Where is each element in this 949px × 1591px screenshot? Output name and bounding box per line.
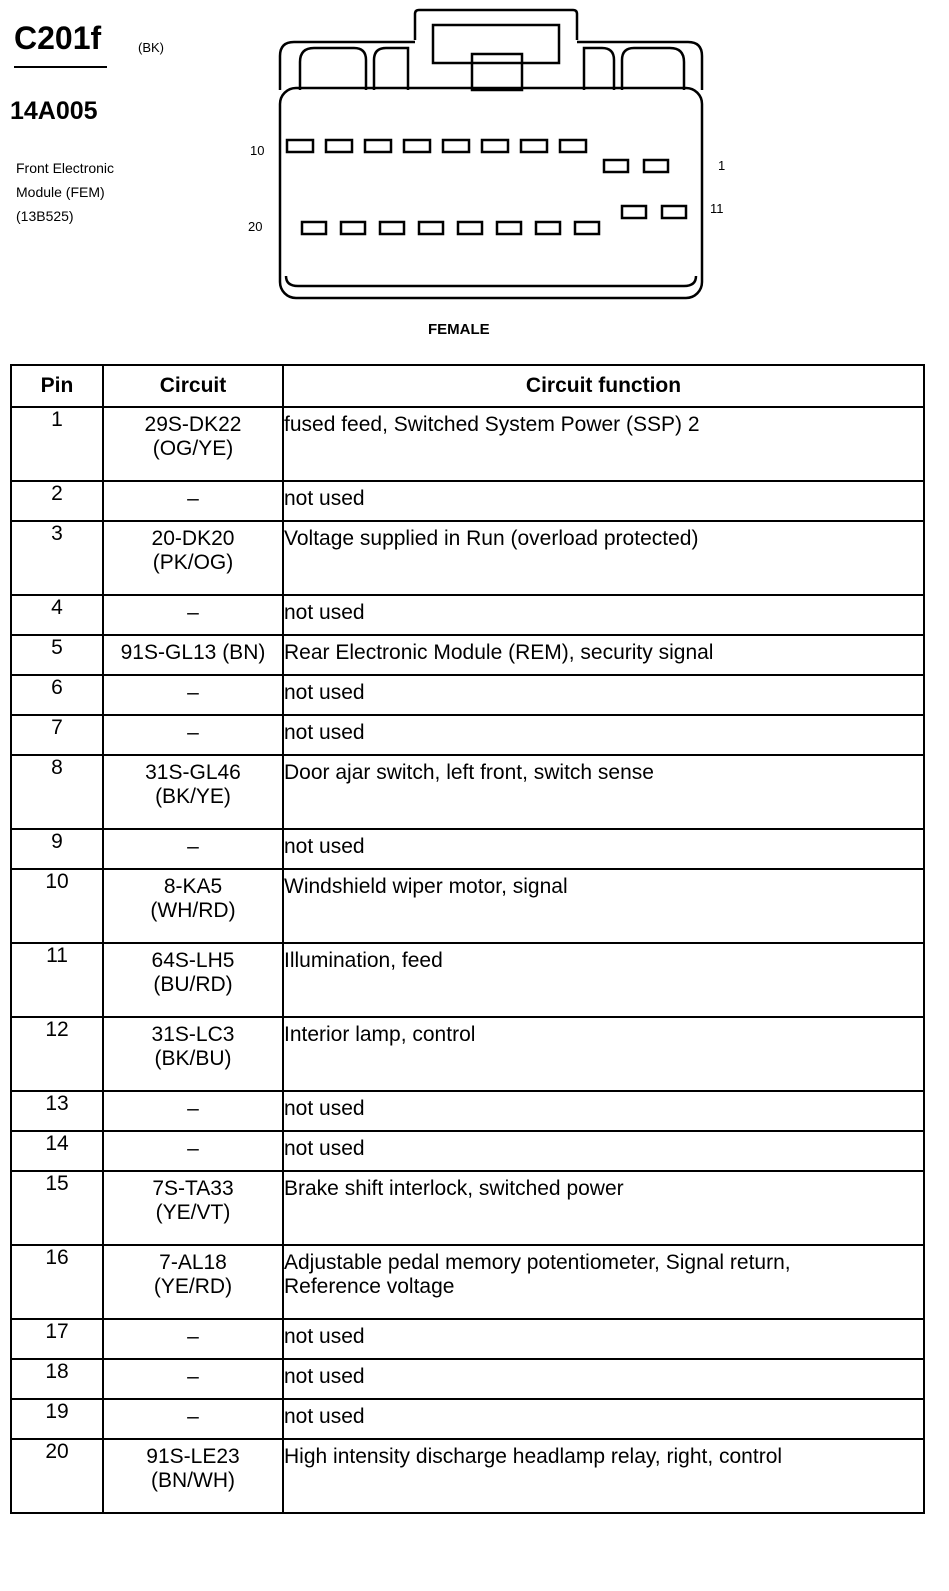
circuit-function-line: not used	[284, 1325, 365, 1348]
circuit-line: 91S-GL13 (BN)	[120, 641, 266, 664]
circuit-function-line: not used	[284, 487, 365, 510]
pin-number: 15	[11, 1171, 103, 1245]
pin-number: 6	[11, 675, 103, 715]
connector-gender: FEMALE	[428, 321, 490, 338]
circuit-code	[103, 755, 283, 829]
pin-label-bottom-left: 20	[248, 219, 263, 234]
circuit-function	[283, 1171, 924, 1245]
connector-id: C201f	[14, 20, 102, 56]
circuit-line: –	[187, 487, 199, 510]
pin-label-bottom-right: 11	[710, 201, 724, 216]
circuit-code	[103, 1439, 283, 1513]
module-name-line-1: Front Electronic	[16, 160, 115, 176]
circuit-code	[103, 1091, 283, 1131]
circuit-function	[283, 675, 924, 715]
circuit-code	[103, 1359, 283, 1399]
pin-number: 13	[11, 1091, 103, 1131]
circuit-code	[103, 1171, 283, 1245]
table-row	[11, 1091, 924, 1131]
circuit-function	[283, 755, 924, 829]
circuit-line: (BK/BU)	[154, 1047, 232, 1070]
module-name-line-2: Module (FEM)	[16, 184, 105, 200]
pin-number: 10	[11, 869, 103, 943]
pin-number: 3	[11, 521, 103, 595]
pin-table	[10, 364, 925, 1514]
pin-number: 2	[11, 481, 103, 521]
table-header-row	[11, 365, 924, 407]
pin-number: 7	[11, 715, 103, 755]
circuit-function-line: not used	[284, 721, 365, 744]
circuit-code	[103, 407, 283, 481]
circuit-code	[103, 635, 283, 675]
table-row	[11, 521, 924, 595]
connector-body	[280, 88, 702, 298]
circuit-line: 31S-LC3	[151, 1023, 235, 1046]
pin-table-body	[11, 407, 924, 1513]
circuit-function	[283, 1439, 924, 1513]
pin-number: 17	[11, 1319, 103, 1359]
part-number: 14A005	[10, 97, 98, 125]
header-circuit-function: Circuit function	[283, 365, 924, 407]
pin-number: 16	[11, 1245, 103, 1319]
pin-number: 4	[11, 595, 103, 635]
circuit-function-line: Brake shift interlock, switched power	[284, 1177, 624, 1200]
circuit-function	[283, 1131, 924, 1171]
table-row	[11, 943, 924, 1017]
circuit-function-line: Voltage supplied in Run (overload protected)	[284, 527, 699, 550]
circuit-line: –	[187, 835, 199, 858]
circuit-line: 7-AL18	[159, 1251, 227, 1274]
circuit-line: 7S-TA33	[152, 1177, 234, 1200]
circuit-line: –	[187, 1097, 199, 1120]
circuit-line: (YE/RD)	[153, 1275, 233, 1298]
header-pin: Pin	[11, 365, 103, 407]
connector-id-underline	[14, 66, 107, 68]
circuit-function-line: Windshield wiper motor, signal	[284, 875, 568, 898]
circuit-code	[103, 1131, 283, 1171]
circuit-function	[283, 1091, 924, 1131]
circuit-line: –	[187, 1137, 199, 1160]
table-row	[11, 1319, 924, 1359]
table-row	[11, 407, 924, 481]
circuit-code	[103, 675, 283, 715]
circuit-line: –	[187, 1405, 199, 1428]
circuit-line: 29S-DK22	[144, 413, 242, 436]
circuit-function	[283, 481, 924, 521]
circuit-code	[103, 1245, 283, 1319]
latch-window	[433, 25, 559, 63]
pin-number: 9	[11, 829, 103, 869]
connector-face-diagram	[250, 0, 710, 310]
circuit-function	[283, 1017, 924, 1091]
circuit-function-line: Door ajar switch, left front, switch sense	[284, 761, 654, 784]
table-row	[11, 755, 924, 829]
table-row	[11, 481, 924, 521]
circuit-function-line: not used	[284, 681, 365, 704]
connector-color: (BK)	[138, 40, 164, 55]
table-row	[11, 1439, 924, 1513]
circuit-function-line: not used	[284, 1365, 365, 1388]
circuit-line: (YE/VT)	[155, 1201, 231, 1224]
circuit-function-line: Interior lamp, control	[284, 1023, 476, 1046]
table-row	[11, 1171, 924, 1245]
circuit-function	[283, 407, 924, 481]
circuit-line: (BU/RD)	[153, 973, 233, 996]
circuit-function	[283, 1359, 924, 1399]
circuit-function-line: Rear Electronic Module (REM), security signal	[284, 641, 714, 664]
circuit-code	[103, 829, 283, 869]
table-row	[11, 829, 924, 869]
pin-cavities	[287, 140, 686, 234]
circuit-function	[283, 715, 924, 755]
circuit-function	[283, 943, 924, 1017]
circuit-function	[283, 869, 924, 943]
circuit-function	[283, 1245, 924, 1319]
circuit-code	[103, 481, 283, 521]
circuit-line: (BN/WH)	[151, 1469, 235, 1492]
circuit-line: 8-KA5	[163, 875, 223, 898]
pin-number: 19	[11, 1399, 103, 1439]
circuit-line: –	[187, 681, 199, 704]
table-row	[11, 1131, 924, 1171]
circuit-line: (BK/YE)	[155, 785, 231, 808]
circuit-line: –	[187, 601, 199, 624]
latch-tab	[472, 54, 522, 90]
table-row	[11, 1359, 924, 1399]
circuit-function-line: fused feed, Switched System Power (SSP) 2	[284, 413, 700, 436]
header-circuit: Circuit	[103, 365, 283, 407]
pin-number: 11	[11, 943, 103, 1017]
pin-number: 20	[11, 1439, 103, 1513]
table-row	[11, 635, 924, 675]
circuit-line: 64S-LH5	[151, 949, 235, 972]
pin-number: 5	[11, 635, 103, 675]
circuit-code	[103, 595, 283, 635]
circuit-function	[283, 635, 924, 675]
circuit-line: –	[187, 1325, 199, 1348]
circuit-line: (OG/YE)	[152, 437, 234, 460]
circuit-function	[283, 1399, 924, 1439]
pin-number: 8	[11, 755, 103, 829]
circuit-line: –	[187, 1365, 199, 1388]
pin-label-top-left: 10	[250, 143, 265, 158]
circuit-line: (PK/OG)	[152, 551, 234, 574]
table-row	[11, 595, 924, 635]
table-row	[11, 675, 924, 715]
circuit-code	[103, 1399, 283, 1439]
circuit-line: (WH/RD)	[150, 899, 236, 922]
circuit-function	[283, 829, 924, 869]
circuit-line: 31S-GL46	[145, 761, 241, 784]
circuit-code	[103, 1319, 283, 1359]
circuit-function-line: not used	[284, 1405, 365, 1428]
circuit-function-line: not used	[284, 1097, 365, 1120]
circuit-function-line: Adjustable pedal memory potentiometer, Signal return,	[284, 1251, 791, 1274]
table-row	[11, 1399, 924, 1439]
table-row	[11, 1245, 924, 1319]
circuit-function-line: Illumination, feed	[284, 949, 443, 972]
circuit-function-line: Reference voltage	[284, 1275, 455, 1298]
pin-number: 12	[11, 1017, 103, 1091]
module-name-line-3: (13B525)	[16, 208, 74, 224]
circuit-code	[103, 521, 283, 595]
circuit-function	[283, 1319, 924, 1359]
circuit-line: 91S-LE23	[146, 1445, 240, 1468]
table-row	[11, 1017, 924, 1091]
circuit-function-line: not used	[284, 835, 365, 858]
circuit-function-line: not used	[284, 601, 365, 624]
pin-number: 14	[11, 1131, 103, 1171]
circuit-line: –	[187, 721, 199, 744]
circuit-function-line: High intensity discharge headlamp relay, right, control	[284, 1445, 783, 1468]
circuit-code	[103, 869, 283, 943]
circuit-line: 20-DK20	[151, 527, 235, 550]
circuit-code	[103, 715, 283, 755]
pin-number: 18	[11, 1359, 103, 1399]
circuit-function-line: not used	[284, 1137, 365, 1160]
table-row	[11, 869, 924, 943]
circuit-function	[283, 521, 924, 595]
circuit-function	[283, 595, 924, 635]
pin-label-top-right: 1	[718, 158, 726, 173]
circuit-code	[103, 943, 283, 1017]
pin-number: 1	[11, 407, 103, 481]
table-row	[11, 715, 924, 755]
circuit-code	[103, 1017, 283, 1091]
